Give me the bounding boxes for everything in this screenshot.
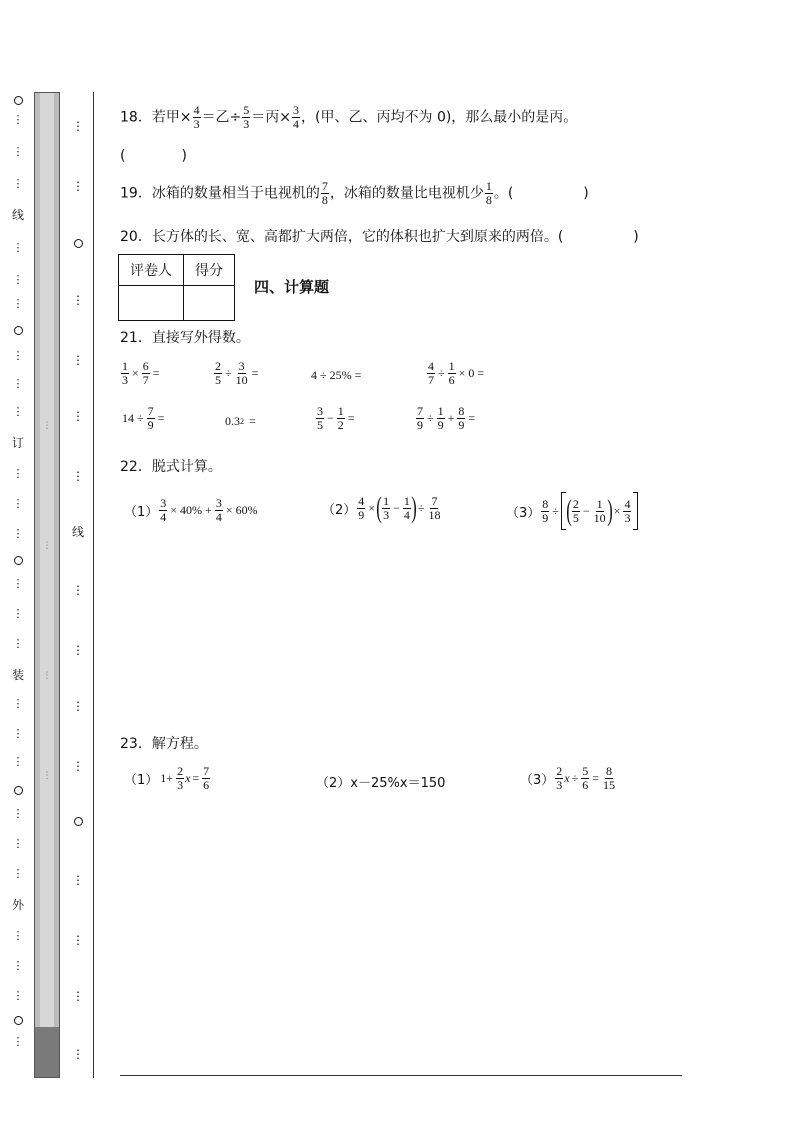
q18-answer-blank[interactable]: ( ) <box>120 148 187 164</box>
margin-dots: ⋮ <box>72 759 84 773</box>
q18-text-3: ＝丙× <box>251 109 292 126</box>
margin-dots: ⋮ <box>72 583 84 597</box>
fraction: $\frac{3}{4}$ <box>293 103 300 131</box>
margin-dots: ⋮ <box>12 349 24 362</box>
binding-strip-inner <box>40 93 54 1077</box>
fraction: $\frac{1}{8}$ <box>485 179 492 207</box>
margin-dots: ⋮ <box>12 145 24 158</box>
score-header: 得分 <box>184 255 235 286</box>
q21-expression: 0.3 2 = <box>225 414 256 428</box>
margin-dots: ⋮ <box>72 1047 84 1061</box>
margin-dots: ⋮ <box>12 697 24 710</box>
margin-dots: ⋮ <box>72 933 84 947</box>
circle-icon <box>14 1016 23 1025</box>
strip-dots: ⋮ <box>42 541 52 551</box>
margin-label: 线 <box>11 208 24 222</box>
margin-circle <box>8 556 28 567</box>
question-number: 19． <box>120 185 152 202</box>
margin-dots: ⋮ <box>12 297 24 310</box>
score-cell[interactable] <box>184 286 235 321</box>
margin-dots: ⋮ <box>72 469 84 483</box>
strip-dots: ⋮ <box>42 421 52 431</box>
margin-dots: ⋮ <box>12 607 24 620</box>
margin-dots: ⋮ <box>72 873 84 887</box>
margin-dots: ⋮ <box>12 867 24 880</box>
margin-dots: ⋮ <box>12 837 24 850</box>
margin-dots: ⋮ <box>72 699 84 713</box>
circle-icon <box>14 556 23 565</box>
fraction: $\frac{5}{3}$ <box>243 103 250 131</box>
question-18 <box>120 104 577 131</box>
binding-strip <box>34 92 60 1078</box>
margin-label: 外 <box>11 898 24 912</box>
q21-expression: 14 ÷ $\frac{7}{9}$ = <box>122 404 165 432</box>
grader-table <box>118 254 235 321</box>
circle-icon <box>74 239 83 248</box>
circle-icon <box>14 786 23 795</box>
circle-icon <box>74 817 83 826</box>
binding-rule <box>93 92 94 1078</box>
margin-dots: ⋮ <box>12 755 24 768</box>
q21-title: 21．直接写外得数。 <box>120 330 250 346</box>
binding-margin-outer <box>8 92 28 1072</box>
margin-dots: ⋮ <box>12 1035 24 1048</box>
q21-expression: $\frac{4}{7}$ ÷ $\frac{1}{6}$ × 0 = <box>428 359 485 387</box>
margin-dots: ⋮ <box>12 959 24 972</box>
circle-icon <box>14 96 23 105</box>
margin-dots: ⋮ <box>12 929 24 942</box>
question-19 <box>120 180 589 207</box>
q21-expression: $\frac{1}{3}$ × $\frac{6}{7}$ = <box>122 359 160 387</box>
fraction: $\frac{7}{8}$ <box>321 179 328 207</box>
margin-dots: ⋮ <box>12 577 24 590</box>
margin-dots: ⋮ <box>12 113 24 126</box>
q20-text: 长方体的长、宽、高都扩大两倍，它的体积也扩大到原来的两倍。( ) <box>151 229 639 245</box>
margin-dots: ⋮ <box>12 467 24 480</box>
q18-text-2: ＝乙÷ <box>201 109 242 126</box>
margin-label: 装 <box>11 668 24 682</box>
margin-dots: ⋮ <box>72 179 84 193</box>
margin-circle <box>8 1016 28 1027</box>
binding-strip-dark-end <box>35 1027 59 1077</box>
question-20 <box>120 226 639 246</box>
fraction: $\frac{4}{3}$ <box>193 103 200 131</box>
margin-circle <box>68 816 88 828</box>
margin-circle <box>68 238 88 250</box>
q22-part-2: （2） $\frac{4}{9}$ × ( $\frac{1}{3}$ − $\frac{1}{4}$ ) ÷ $\frac{7}{18}$ <box>322 491 441 524</box>
margin-circle <box>8 96 28 107</box>
margin-dots: ⋮ <box>12 637 24 650</box>
margin-circle <box>8 326 28 337</box>
margin-dots: ⋮ <box>72 989 84 1003</box>
section-title: 四、计算题 <box>254 278 330 296</box>
q21-expression: $\frac{3}{5}$ − $\frac{1}{2}$ = <box>317 404 355 432</box>
q23-part-1: （1） 1+ $\frac{2}{3}$ x = $\frac{7}{6}$ <box>124 764 210 792</box>
margin-dots: ⋮ <box>72 409 84 423</box>
q23-title: 23．解方程。 <box>120 736 208 752</box>
margin-dots: ⋮ <box>72 119 84 133</box>
binding-margin-inner <box>68 92 88 1072</box>
strip-dots: ⋮ <box>42 671 52 681</box>
q19-answer-blank[interactable]: 。( ) <box>493 185 589 202</box>
margin-dots: ⋮ <box>12 989 24 1002</box>
q23-part-2: （2）x－25%x＝150 <box>316 776 446 791</box>
margin-dots: ⋮ <box>12 377 24 390</box>
q22-part-1: （1） $\frac{3}{4}$ × 40% + $\frac{3}{4}$ × 60% <box>124 496 258 524</box>
margin-dots: ⋮ <box>12 807 24 820</box>
grader-cell[interactable] <box>119 286 184 321</box>
margin-dots: ⋮ <box>72 643 84 657</box>
margin-label: 线 <box>71 525 84 539</box>
q22-title: 22．脱式计算。 <box>120 459 222 475</box>
q18-text-4: ，(甲、乙、丙均不为 0)，那么最小的是丙。 <box>301 109 578 126</box>
q21-expression: $\frac{7}{9}$ ÷ $\frac{1}{9}$ + $\frac{8}{9}$ = <box>417 404 476 432</box>
question-number: 20． <box>120 229 152 245</box>
margin-dots: ⋮ <box>12 241 24 254</box>
margin-dots: ⋮ <box>12 177 24 190</box>
footer-rule <box>120 1075 682 1076</box>
q18-text-1: 若甲× <box>151 109 192 126</box>
q21-expression: $\frac{2}{5}$ ÷ $\frac{3}{10}$ = <box>215 359 259 387</box>
margin-dots: ⋮ <box>12 405 24 418</box>
q22-part-3: （3） $\frac{8}{9}$ ÷ ( $\frac{2}{5}$ − $\frac{1}{10}$ ) × $\frac{4}{3}$ <box>506 492 638 530</box>
q21-expression: 4 ÷ 25% = <box>311 368 362 382</box>
margin-circle <box>8 786 28 797</box>
margin-dots: ⋮ <box>72 353 84 367</box>
circle-icon <box>14 326 23 335</box>
strip-dots: ⋮ <box>42 771 52 781</box>
margin-dots: ⋮ <box>72 293 84 307</box>
margin-dots: ⋮ <box>12 497 24 510</box>
question-number: 18． <box>120 109 152 126</box>
margin-dots: ⋮ <box>12 273 24 286</box>
grader-header: 评卷人 <box>119 255 184 286</box>
margin-dots: ⋮ <box>12 527 24 540</box>
q19-text-1: 冰箱的数量相当于电视机的 <box>151 185 320 202</box>
margin-label: 订 <box>11 436 24 450</box>
margin-dots: ⋮ <box>12 727 24 740</box>
q19-text-2: ，冰箱的数量比电视机少 <box>329 185 484 202</box>
q23-part-3: （3） $\frac{2}{3}$ x ÷ $\frac{5}{6}$ = $\frac{8}{15}$ <box>520 764 615 792</box>
